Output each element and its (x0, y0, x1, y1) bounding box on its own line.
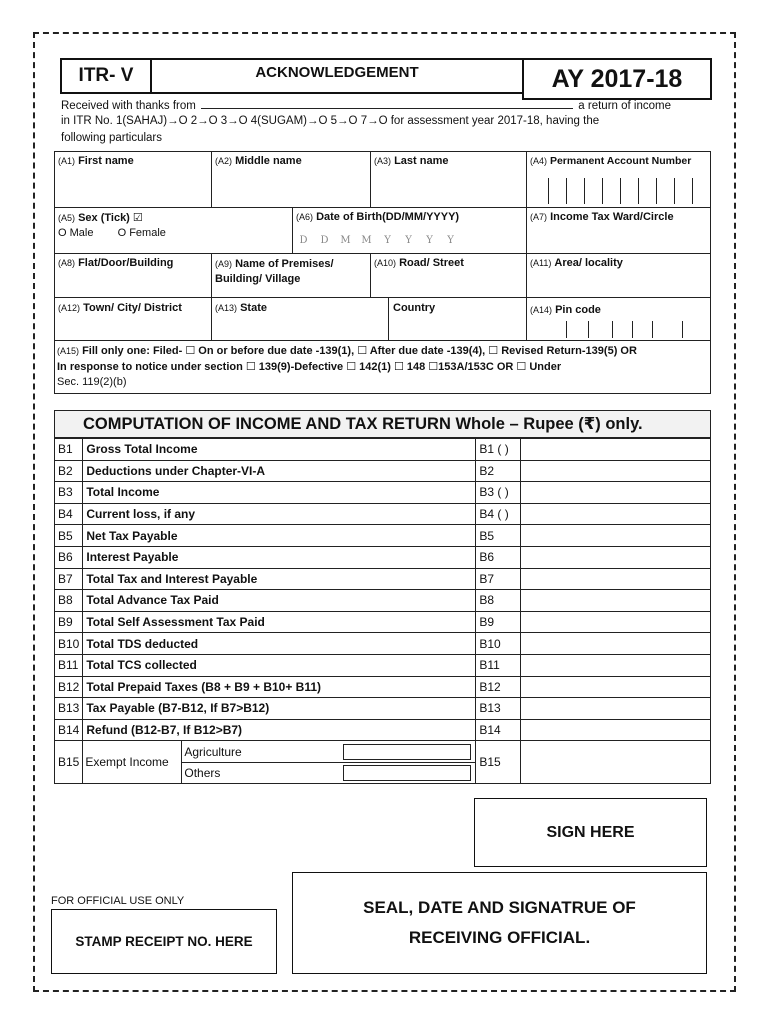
assessment-year: AY 2017-18 (551, 65, 683, 93)
middle-name-label: (A2) Middle name (215, 155, 302, 167)
row-ref: B9 (476, 611, 521, 633)
row-ref: B14 (476, 719, 521, 741)
premises-label: (A9) Name of Premises/ Building/ Village (215, 258, 334, 285)
row-label: Total Advance Tax Paid (83, 590, 476, 612)
middle-name-input[interactable] (213, 170, 367, 204)
row-value-input[interactable] (521, 439, 711, 461)
row-code: B9 (55, 611, 83, 633)
table-row (55, 546, 711, 568)
row-ref: B12 (476, 676, 521, 698)
row-code: B5 (55, 525, 83, 547)
sex-male-option[interactable]: O Male (58, 227, 94, 239)
agriculture-label: Agriculture (184, 744, 242, 759)
row-value-input[interactable] (521, 654, 711, 676)
flat-door-label: (A8) Flat/Door/Building (58, 257, 174, 269)
town-city-label: (A12) Town/ City/ District (58, 302, 182, 314)
seal-signature-box[interactable] (292, 872, 707, 974)
row-ref: B10 (476, 633, 521, 655)
row-code: B12 (55, 676, 83, 698)
table-row-b15 (55, 741, 711, 784)
row-ref: B8 (476, 590, 521, 612)
row-code: B2 (55, 460, 83, 482)
row-code: B3 (55, 482, 83, 504)
row-code: B14 (55, 719, 83, 741)
area-locality-label: (A11) Area/ locality (530, 257, 623, 269)
row-ref: B13 (476, 698, 521, 720)
seal-line-1: SEAL, DATE AND SIGNATRUE OF (363, 898, 636, 917)
row-value-input[interactable] (521, 676, 711, 698)
row-ref: B4 ( ) (476, 503, 521, 525)
row-label: Tax Payable (B7-B12, If B7>B12) (83, 698, 476, 720)
row-value-input[interactable] (521, 525, 711, 547)
ward-circle-label: (A7) Income Tax Ward/Circle (530, 211, 674, 223)
row-label: Deductions under Chapter-VI-A (83, 460, 476, 482)
row-value-input[interactable] (521, 460, 711, 482)
form-name-box (60, 58, 152, 94)
stamp-receipt-label: STAMP RECEIPT NO. HERE (75, 934, 253, 949)
row-code: B7 (55, 568, 83, 590)
intro-line-1: Received with thanks from a return of income (61, 100, 671, 112)
row-label: Net Tax Payable (83, 525, 476, 547)
row-ref: B5 (476, 525, 521, 547)
agriculture-input[interactable] (343, 744, 471, 760)
row-code: B8 (55, 590, 83, 612)
row-ref: B2 (476, 460, 521, 482)
others-input[interactable] (343, 765, 471, 781)
sign-here-box[interactable] (474, 798, 707, 867)
assessment-year-box (522, 58, 712, 100)
dob-input[interactable]: D D M M Y Y Y Y (299, 235, 454, 246)
row-label: Refund (B12-B7, If B12>B7) (83, 719, 476, 741)
row-ref: B7 (476, 568, 521, 590)
row-label: Total Tax and Interest Payable (83, 568, 476, 590)
sex-female-option[interactable]: O Female (117, 227, 166, 239)
computation-table (54, 438, 711, 784)
received-from-blank[interactable] (201, 98, 573, 109)
row-label: Gross Total Income (83, 439, 476, 461)
table-row (55, 482, 711, 504)
table-row (55, 503, 711, 525)
official-use-label: FOR OFFICIAL USE ONLY (51, 895, 185, 907)
row-code: B6 (55, 546, 83, 568)
title-box (150, 58, 524, 94)
row-label: Total TDS deducted (83, 633, 476, 655)
row-ref: B1 ( ) (476, 439, 521, 461)
row-code: B13 (55, 698, 83, 720)
table-row (55, 654, 711, 676)
computation-title: COMPUTATION OF INCOME AND TAX RETURN Whole – Rupee (₹) only. (83, 415, 643, 433)
others-label: Others (184, 766, 221, 781)
row-value-input[interactable] (521, 719, 711, 741)
row-value-input[interactable] (521, 633, 711, 655)
row-code: B4 (55, 503, 83, 525)
row-code: B1 (55, 439, 83, 461)
row-code: B10 (55, 633, 83, 655)
sign-here-label: SIGN HERE (546, 824, 635, 841)
row-value-input[interactable] (521, 698, 711, 720)
row-ref: B11 (476, 654, 521, 676)
table-row (55, 719, 711, 741)
row-value-input[interactable] (521, 546, 711, 568)
table-row (55, 611, 711, 633)
table-row (55, 676, 711, 698)
row-ref: B3 ( ) (476, 482, 521, 504)
sex-label: (A5) Sex (Tick) ☑ (58, 212, 143, 224)
pin-code-input[interactable] (560, 321, 684, 338)
computation-heading-box (54, 410, 711, 438)
row-ref: B6 (476, 546, 521, 568)
table-row (55, 633, 711, 655)
table-row (55, 439, 711, 461)
row-ref: B15 (476, 741, 521, 784)
table-row (55, 460, 711, 482)
row-label: Total Self Assessment Tax Paid (83, 611, 476, 633)
row-value-input[interactable] (521, 590, 711, 612)
last-name-label: (A3) Last name (374, 155, 449, 167)
country-label: Country (393, 302, 436, 314)
seal-line-2: RECEIVING OFFICIAL. (408, 928, 591, 947)
sex-options (58, 227, 166, 239)
dob-label: (A6) Date of Birth(DD/MM/YYYY) (296, 211, 460, 223)
page-title: ACKNOWLEDGEMENT (255, 64, 419, 81)
row-label: Total Prepaid Taxes (B8 + B9 + B10+ B11) (83, 676, 476, 698)
row-value-input[interactable] (521, 741, 711, 784)
pan-label: (A4) Permanent Account Number (530, 155, 692, 167)
pin-code-label: (A14) Pin code (530, 304, 601, 316)
row-code: B15 (55, 741, 83, 784)
intro-line-2: in ITR No. 1(SAHAJ)→O 2→O 3→O 4(SUGAM)→O 5→O 7→O for assessment year 2017-18, having the (61, 115, 600, 127)
first-name-input[interactable] (56, 170, 208, 204)
table-row (55, 568, 711, 590)
table-row (55, 525, 711, 547)
intro-line-3: following particulars (61, 132, 162, 144)
table-row (55, 698, 711, 720)
road-street-label: (A10) Road/ Street (374, 257, 464, 269)
row-value-input[interactable] (521, 503, 711, 525)
table-row (55, 590, 711, 612)
stamp-receipt-box[interactable] (51, 909, 277, 974)
last-name-input[interactable] (372, 170, 524, 204)
form-name: ITR- V (78, 65, 134, 86)
pan-input[interactable] (540, 178, 696, 204)
first-name-label: (A1) First name (58, 155, 134, 167)
row-label: Total TCS collected (83, 654, 476, 676)
state-label: (A13) State (215, 302, 267, 314)
row-value-input[interactable] (521, 482, 711, 504)
row-value-input[interactable] (521, 568, 711, 590)
row-code: B11 (55, 654, 83, 676)
filing-type-section: (A15) Fill only one: Filed- ☐ On or before due date -139(1), ☐ After due date -139(4), ☐ Revised Return-139(5) OR In response to notice under section ☐ 139(9)-Defective ☐ 142(1) ☐ 148 ☐153A/153C OR ☐ Under Sec. 119(2)(b) (57, 345, 637, 388)
row-label: Current loss, if any (83, 503, 476, 525)
exempt-income-label: Exempt Income (85, 755, 169, 770)
row-label: Interest Payable (83, 546, 476, 568)
row-label: Total Income (83, 482, 476, 504)
row-value-input[interactable] (521, 611, 711, 633)
